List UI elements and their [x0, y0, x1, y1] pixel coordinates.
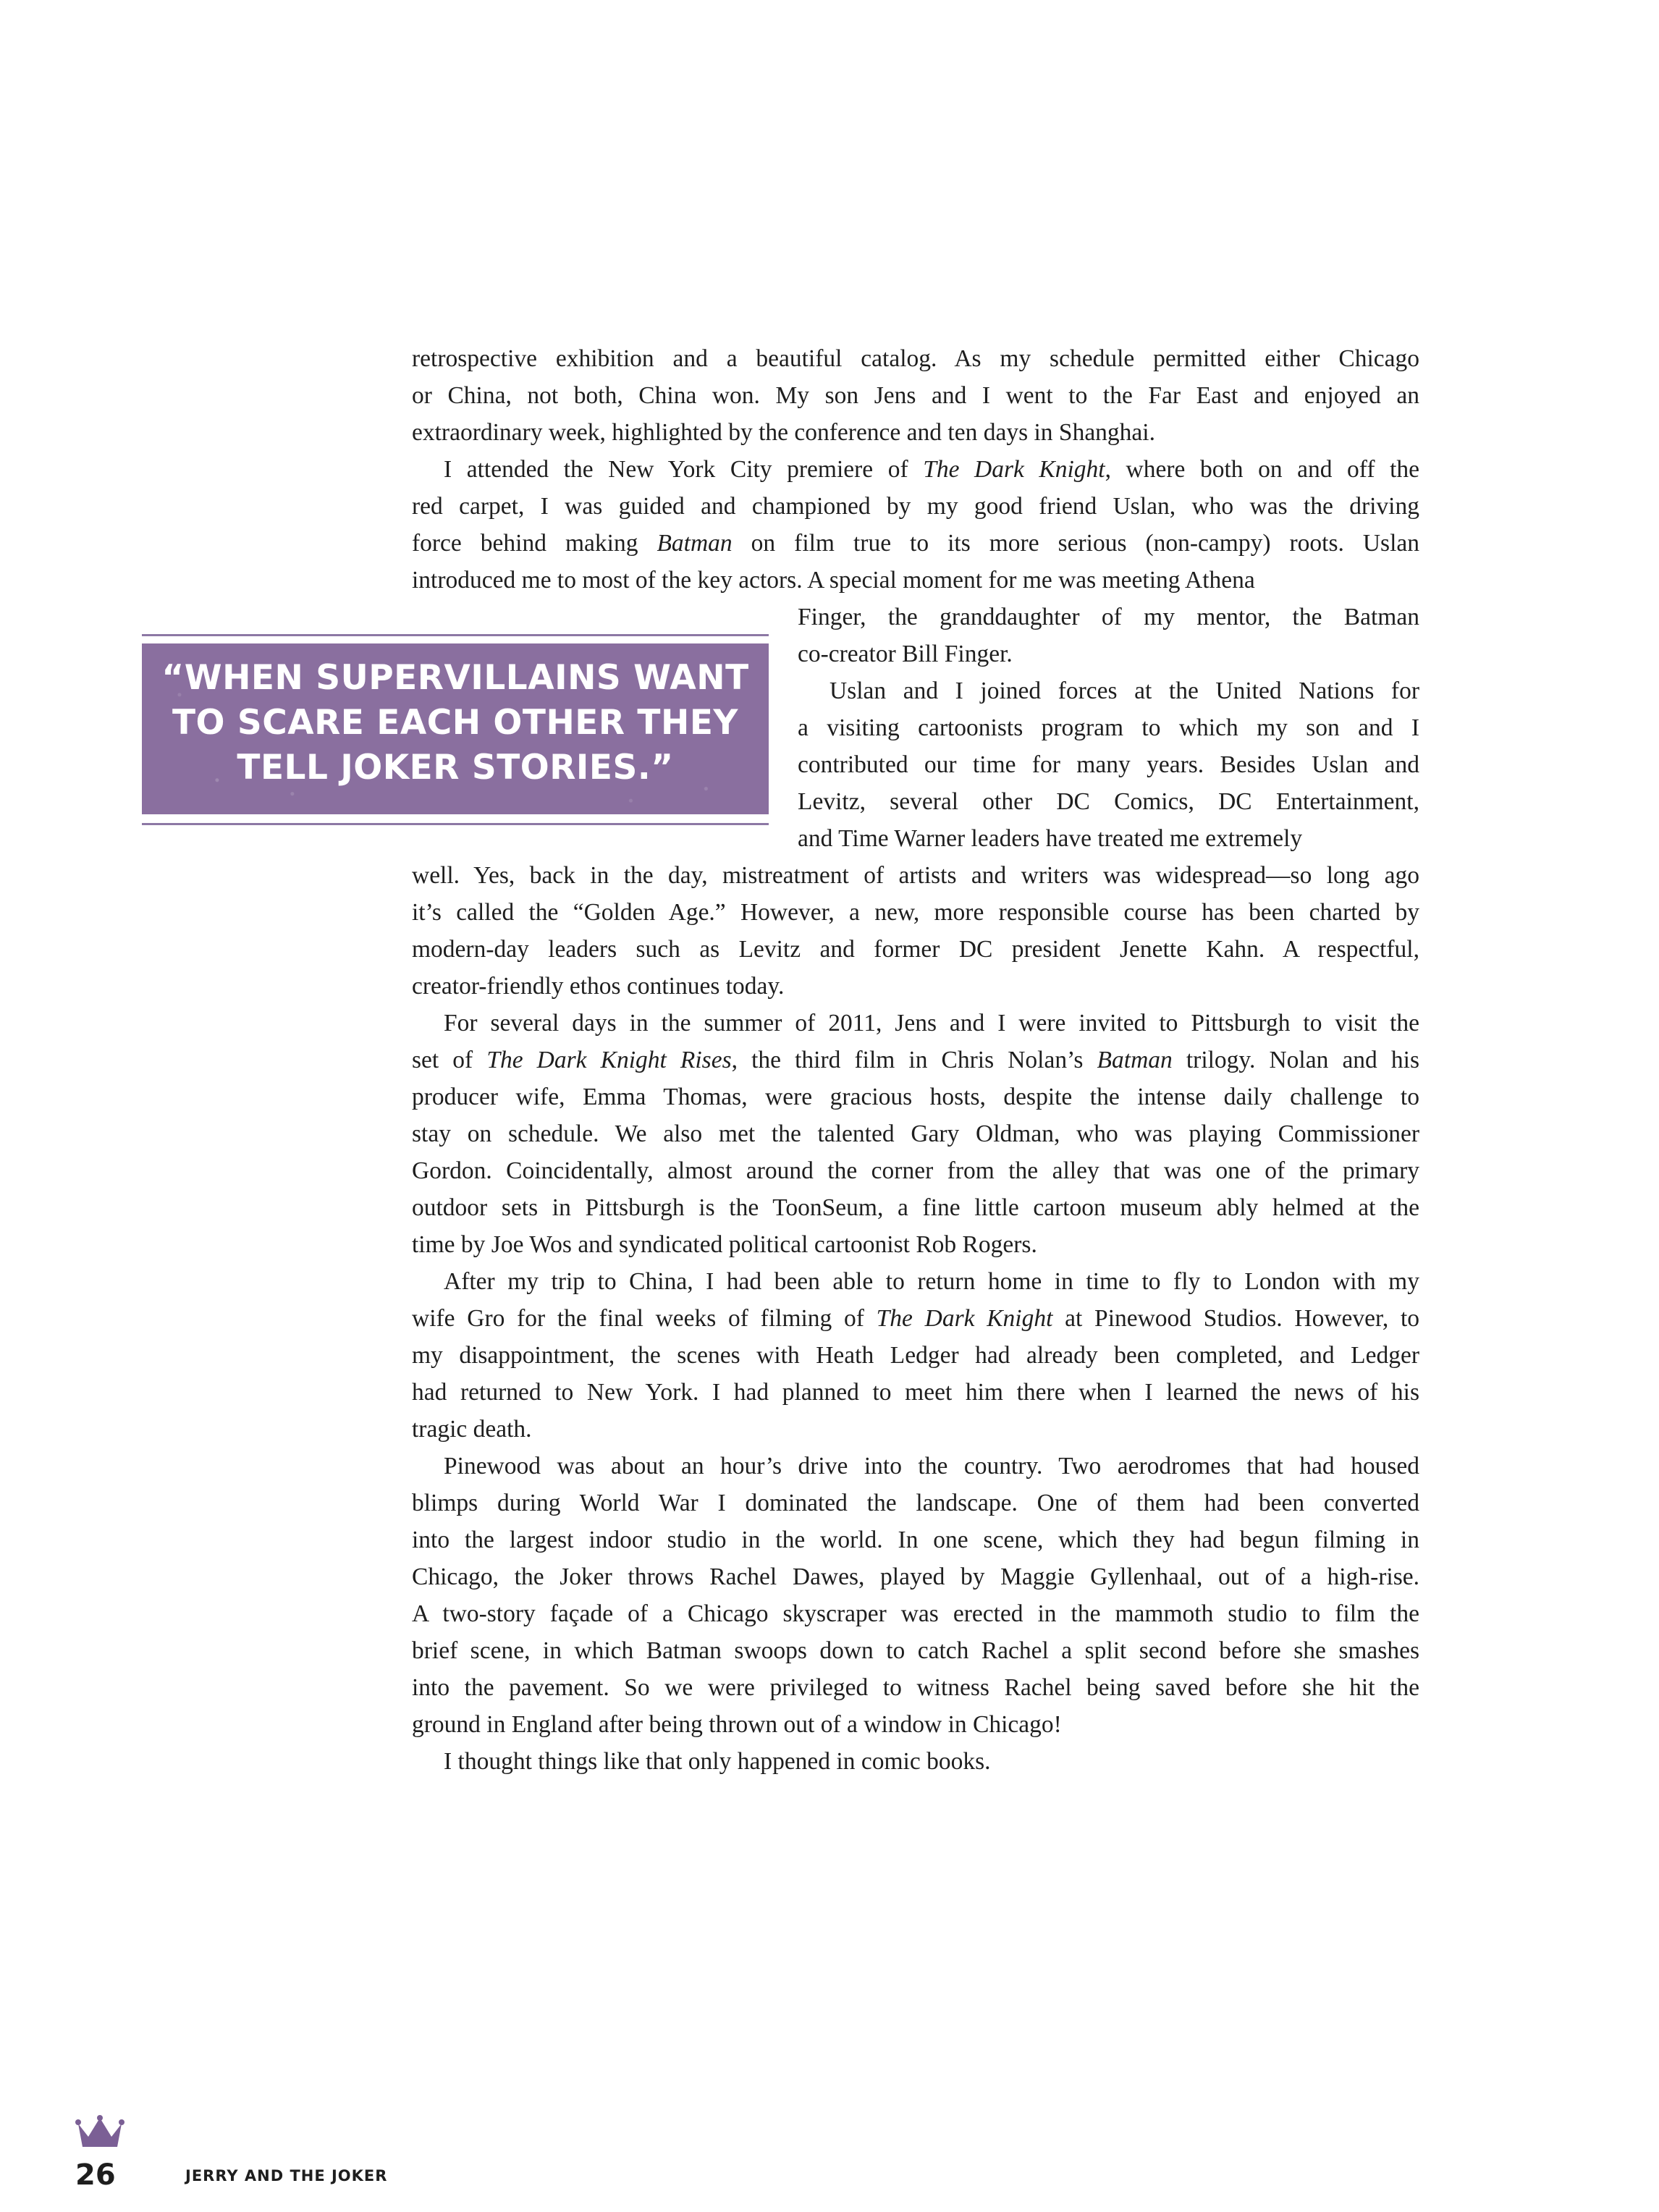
text-line: contributed our time for many years. Besides Uslan and [798, 751, 1419, 778]
text-line: force behind making Batman on film true to its more serious (non-campy) roots. Uslan [412, 530, 1419, 557]
text-line: extraordinary week, highlighted by the conference and ten days in Shanghai. [412, 419, 1155, 446]
text-line: wife Gro for the final weeks of filming of The Dark Knight at Pinewood Studios. However, to [412, 1305, 1419, 1332]
paragraph [412, 1005, 1419, 1263]
body-text-top [412, 340, 1419, 599]
body-text-bottom [412, 857, 1419, 1780]
paragraph [412, 451, 1419, 599]
text-line: I attended the New York City premiere of The Dark Knight, where both on and off the [444, 456, 1419, 483]
text-line: into the largest indoor studio in the world. In one scene, which they had begun filming in [412, 1527, 1419, 1553]
text-line: well. Yes, back in the day, mistreatment of artists and writers was widespread—so long ago [412, 862, 1419, 889]
text-line: a visiting cartoonists program to which my son and I [798, 714, 1419, 741]
paragraph [412, 340, 1419, 451]
text-line: co-creator Bill Finger. [798, 641, 1013, 667]
body-text-beside-quote [798, 599, 1419, 857]
text-line: Chicago, the Joker throws Rachel Dawes, played by Maggie Gyllenhaal, out of a high-rise. [412, 1563, 1419, 1590]
text-line: outdoor sets in Pittsburgh is the ToonSeum, a fine little cartoon museum ably helmed at the [412, 1194, 1419, 1221]
paragraph [412, 1743, 1419, 1780]
page-number: 26 [75, 2158, 116, 2192]
text-line: time by Joe Wos and syndicated political cartoonist Rob Rogers. [412, 1231, 1037, 1258]
pull-quote-text [142, 656, 769, 790]
text-line: retrospective exhibition and a beautiful catalog. As my schedule permitted either Chicago [412, 345, 1419, 372]
pull-quote-bottom-rule [142, 823, 769, 825]
paragraph [412, 857, 1419, 1005]
pull-quote-top-rule [142, 634, 769, 636]
text-line: Finger, the granddaughter of my mentor, the Batman [798, 604, 1419, 630]
text-line: blimps during World War I dominated the landscape. One of them had been converted [412, 1490, 1419, 1516]
text-line: my disappointment, the scenes with Heath Ledger had already been completed, and Ledger [412, 1342, 1419, 1369]
paragraph [412, 1263, 1419, 1448]
text-line: modern-day leaders such as Levitz and former DC president Jenette Kahn. A respectful, [412, 936, 1419, 963]
paragraph [412, 1448, 1419, 1743]
text-line: creator-friendly ethos continues today. [412, 973, 785, 1000]
text-line: Uslan and I joined forces at the United Nations for [830, 677, 1419, 704]
text-line: red carpet, I was guided and championed by my good friend Uslan, who was the driving [412, 493, 1419, 520]
pull-quote-line: TELL JOKER STORIES.” [237, 748, 674, 788]
text-line: I thought things like that only happened in comic books. [444, 1748, 991, 1775]
pull-quote-line: TO SCARE EACH OTHER THEY [172, 703, 738, 743]
text-line: stay on schedule. We also met the talented Gary Oldman, who was playing Commissioner [412, 1120, 1419, 1147]
text-line: set of The Dark Knight Rises, the third film in Chris Nolan’s Batman trilogy. Nolan and his [412, 1047, 1419, 1073]
paragraph [798, 599, 1419, 672]
text-line: brief scene, in which Batman swoops down to catch Rachel a split second before she smashes [412, 1637, 1419, 1664]
text-line: Pinewood was about an hour’s drive into the country. Two aerodromes that had housed [444, 1453, 1419, 1479]
text-line: or China, not both, China won. My son Jens and I went to the Far East and enjoyed an [412, 382, 1419, 409]
text-line: producer wife, Emma Thomas, were gracious hosts, despite the intense daily challenge to [412, 1084, 1419, 1110]
text-line: ground in England after being thrown out of a window in Chicago! [412, 1711, 1062, 1738]
text-line: it’s called the “Golden Age.” However, a new, more responsible course has been charted by [412, 899, 1419, 926]
text-line: tragic death. [412, 1416, 532, 1443]
text-line: Gordon. Coincidentally, almost around the corner from the alley that was one of the primary [412, 1157, 1419, 1184]
pull-quote [142, 634, 769, 825]
text-line: After my trip to China, I had been able to return home in time to fly to London with my [444, 1268, 1419, 1295]
text-line: had returned to New York. I had planned to meet him there when I learned the news of his [412, 1379, 1419, 1406]
text-line: Levitz, several other DC Comics, DC Entertainment, [798, 788, 1419, 815]
text-line: introduced me to most of the key actors. A special moment for me was meeting Athena [412, 567, 1255, 594]
text-line: and Time Warner leaders have treated me extremely [798, 825, 1303, 852]
pull-quote-line: “WHEN SUPERVILLAINS WANT [161, 658, 749, 698]
crown-icon [75, 2115, 124, 2151]
text-line: into the pavement. So we were privileged to witness Rachel being saved before she hit the [412, 1674, 1419, 1701]
running-title: JERRY AND THE JOKER [185, 2167, 388, 2184]
text-line: A two-story façade of a Chicago skyscraper was erected in the mammoth studio to film the [412, 1600, 1419, 1627]
text-line: For several days in the summer of 2011, Jens and I were invited to Pittsburgh to visit the [444, 1010, 1419, 1037]
paragraph [798, 672, 1419, 857]
